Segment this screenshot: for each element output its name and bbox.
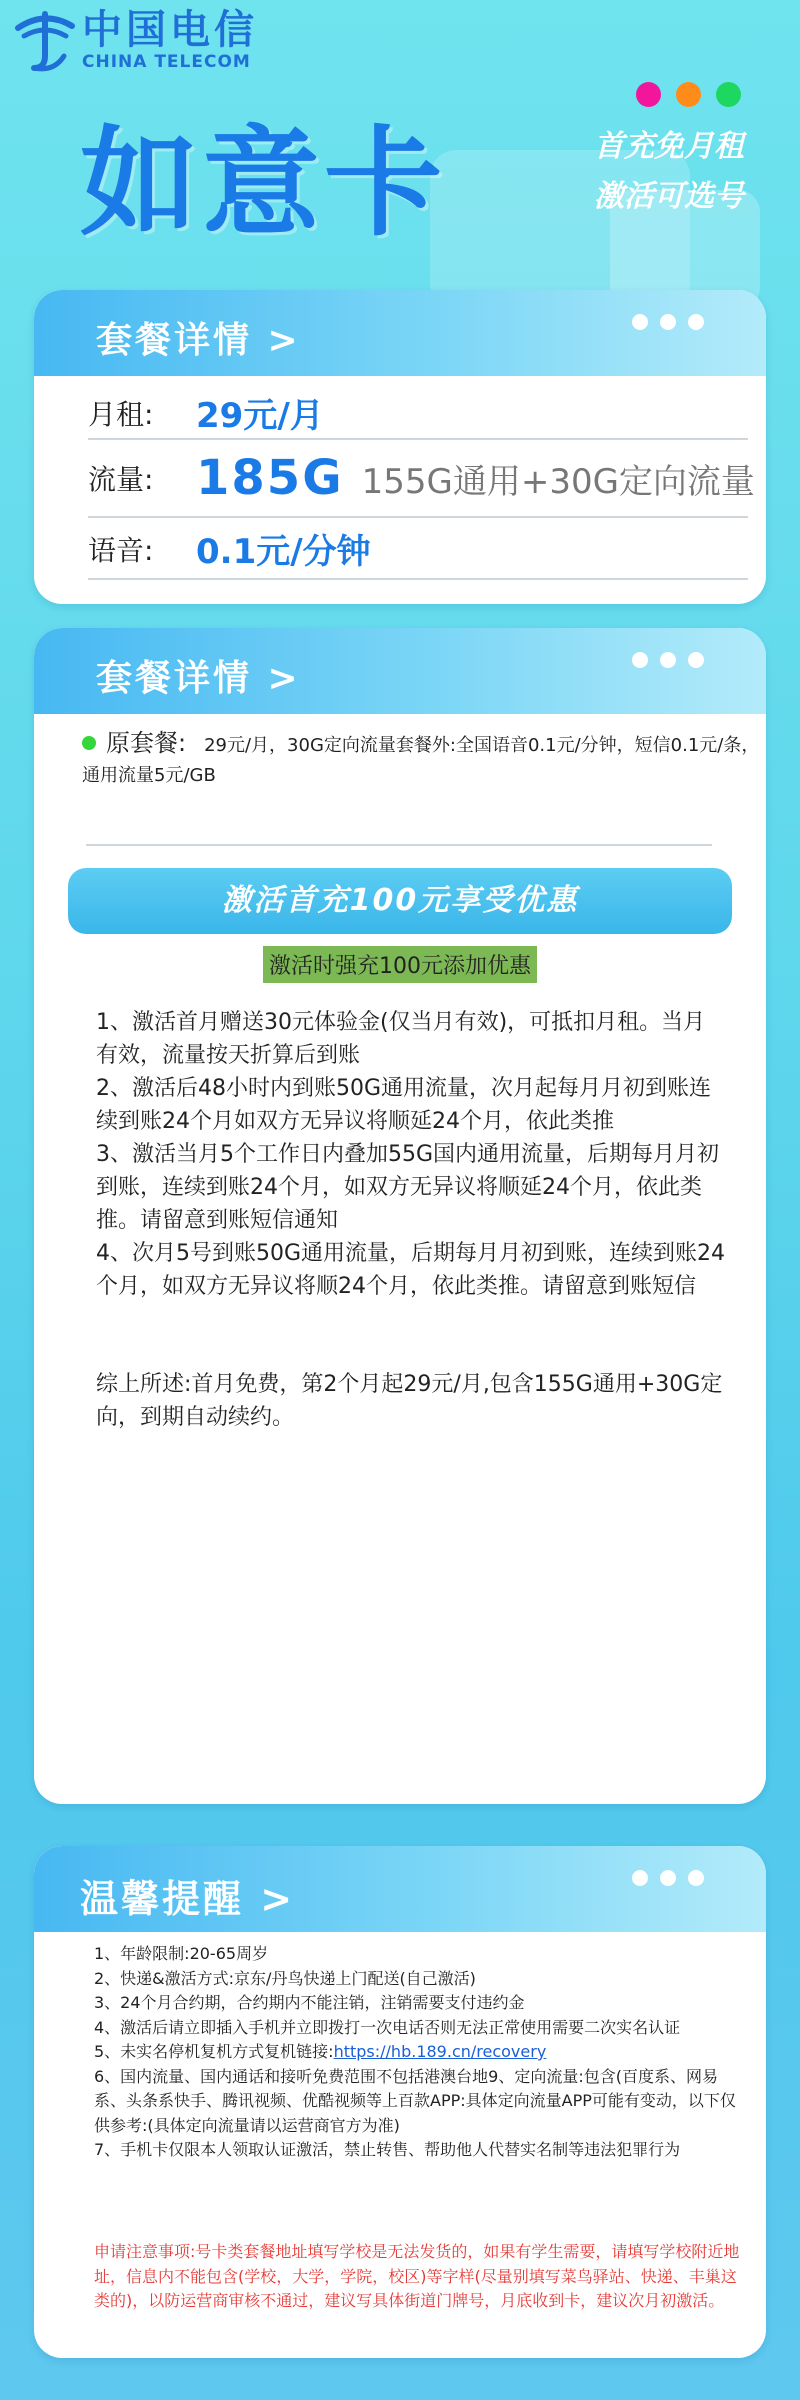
tip-item: 2、快递&激活方式:京东/丹鸟快递上门配送(自己激活)	[94, 1968, 476, 1988]
slogan-line-2: 激活可选号	[594, 179, 744, 214]
page-title: 如意卡	[80, 114, 447, 252]
rule-item: 4、次月5号到账50G通用流量，后期每月月初到账，连续到账24个月，如双方无异议将顺24个月，依此类推。请留意到账短信	[96, 1241, 726, 1299]
highlight-note: 激活时强充100元添加优惠	[263, 946, 537, 983]
application-notice: 申请注意事项:号卡类套餐地址填写学校是无法发货的，如果有学生需要，请填写学校附近地址，信息内不能包含(学校，大学，学院，校区)等字样(尽量别填写菜鸟驿站、快递、丰巢这类的)，以防运营商审核不通过，建议写具体街道门牌号，月底收到卡，建议次月初激活。	[94, 2242, 740, 2310]
tips-list	[94, 1942, 744, 2163]
logo-english-name: CHINA TELECOM	[82, 52, 251, 72]
more-dots-icon	[632, 652, 704, 668]
slogan-line-1: 首充免月租	[594, 129, 744, 164]
slogan	[594, 122, 744, 222]
row-label: 语音:	[88, 533, 154, 567]
more-dots-icon	[632, 314, 704, 330]
row-extra: 155G通用+30G定向流量	[361, 461, 755, 502]
divider	[88, 438, 748, 440]
row-voice	[88, 524, 371, 573]
divider	[88, 516, 748, 518]
divider	[86, 844, 712, 846]
original-package	[82, 728, 766, 791]
original-label: 原套餐:	[106, 729, 187, 757]
tip-item: 1、年龄限制:20-65周岁	[94, 1944, 269, 1963]
row-label: 流量:	[88, 463, 154, 496]
rule-item: 1、激活首月赠送30元体验金(仅当月有效)，可抵扣月租。当月有效，流量按天折算后到账	[96, 1010, 706, 1068]
package-details-card	[34, 628, 766, 1804]
rule-item: 3、激活当月5个工作日内叠加55G国内通用流量，后期每月月初到账，连续到账24个月，如双方无异议将顺延24个月，依此类推。请留意到账短信通知	[96, 1142, 720, 1233]
green-bullet-icon	[82, 736, 96, 750]
package-summary-card	[34, 290, 766, 604]
row-value: 29元/月	[196, 396, 324, 436]
original-text: 29元/月，30G定向流量套餐外:全国语音0.1元/分钟，短信0.1元/条，通用流量5元/GB	[82, 735, 760, 786]
tip-item: 7、手机卡仅限本人领取认证激活，禁止转售、帮助他人代替实名制等违法犯罪行为	[94, 2140, 681, 2159]
china-telecom-logo-icon	[14, 6, 76, 74]
tip-item: 3、24个月合约期，合约期内不能注销，注销需要支付违约金	[94, 1993, 525, 2012]
row-value: 0.1元/分钟	[196, 532, 371, 572]
row-value: 185G	[196, 450, 344, 506]
divider	[88, 578, 748, 580]
summary-text: 综上所述:首月免费，第2个月起29元/月,包含155G通用+30G定向，到期自动续约。	[96, 1372, 723, 1430]
card-header	[34, 290, 766, 376]
recovery-link[interactable]: https://hb.189.cn/recovery	[333, 2042, 547, 2061]
card-header	[34, 1846, 766, 1932]
more-dots-icon	[632, 1870, 704, 1886]
green-dot	[716, 82, 741, 107]
rules-list	[96, 1006, 726, 1303]
pink-dot	[636, 82, 661, 107]
promo-button[interactable]: 激活首充100元享受优惠	[68, 868, 732, 934]
tip-item: 4、激活后请立即插入手机并立即拨打一次电话否则无法正常使用需要二次实名认证	[94, 2017, 681, 2037]
row-label: 月租:	[88, 397, 154, 431]
card-heading: 套餐详情 >	[96, 320, 301, 361]
row-monthly-fee	[88, 388, 324, 437]
rule-item: 2、激活后48小时内到账50G通用流量，次月起每月月初到账连续到账24个月如双方无异议将顺延24个月，依此类推	[96, 1076, 712, 1134]
reminder-card	[34, 1846, 766, 2358]
card-heading: 温馨提醒 >	[80, 1877, 296, 1921]
row-data	[88, 450, 755, 506]
orange-dot	[676, 82, 701, 107]
logo-chinese-name: 中国电信	[82, 6, 258, 53]
decor-color-dots	[636, 82, 741, 107]
card-heading: 套餐详情 >	[96, 658, 301, 699]
tip-text: 5、未实名停机复机方式复机链接:	[94, 2042, 334, 2061]
card-header	[34, 628, 766, 714]
tip-item: 6、国内流量、国内通话和接听免费范围不包括港澳台地9、定向流量:包含(百度系、网易系、头条系快手、腾讯视频、优酷视频等上百款APP:具体定向流量APP可能有变动，以下仅供参考:(具体定向流量请以运营商官方为准)	[94, 2066, 736, 2135]
china-telecom-logo	[14, 6, 258, 74]
tip-item	[94, 2040, 744, 2065]
